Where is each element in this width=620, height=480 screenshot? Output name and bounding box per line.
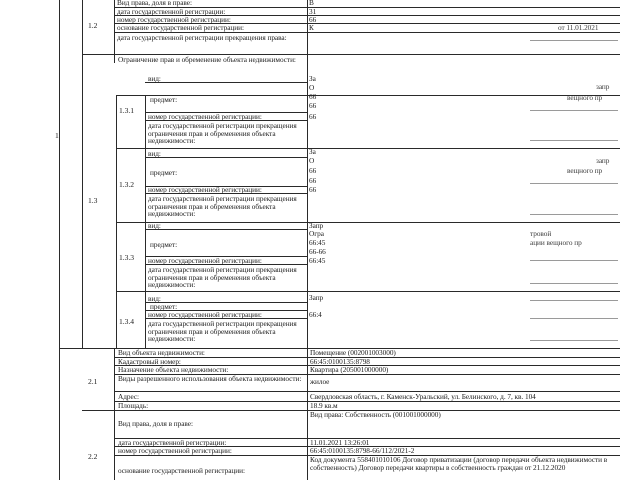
field-value: 66:45	[309, 238, 326, 247]
field-value: 66-66	[309, 247, 326, 256]
field-label: дата государственной регистрации прекращения права:	[117, 33, 287, 42]
faded-value: вещного пр	[567, 166, 603, 175]
field-value: жилое	[310, 377, 330, 386]
field-value: 18.9 кв.м	[310, 401, 338, 410]
field-value: 66:4	[309, 310, 322, 319]
field-value: 66	[309, 92, 317, 101]
section-number: 1.3.4	[119, 317, 134, 326]
field-label: Адрес:	[118, 392, 140, 401]
section-number: 2.1	[88, 377, 98, 386]
faded-value: тровой	[530, 229, 552, 238]
section-number: 1.3.3	[119, 253, 134, 262]
faint-line	[530, 260, 618, 261]
field-value: О	[309, 156, 315, 165]
faint-line	[530, 214, 618, 215]
field-value: Запр	[309, 221, 324, 230]
field-label: номер государственной регистрации:	[148, 310, 262, 319]
row-line	[116, 291, 620, 292]
field-label: предмет:	[150, 240, 178, 249]
field-value: 66	[309, 176, 317, 185]
field-label: дата государственной регистрации:	[118, 438, 227, 447]
section-number: 2.2	[88, 452, 98, 461]
faint-line	[530, 140, 618, 141]
row-line	[116, 95, 620, 96]
section-heading: Ограничение прав и обременение объекта недвижимости:	[118, 55, 296, 64]
faint-line	[530, 110, 618, 111]
col-line	[114, 348, 115, 480]
field-label: дата государственной регистрации прекращения ограничения прав и обременения объекта недвижимости:	[148, 121, 297, 146]
field-value: 31	[309, 7, 317, 16]
field-value: В	[309, 0, 314, 7]
field-value: Помещение (002001003000)	[310, 348, 396, 357]
field-value: 66:45	[309, 256, 326, 265]
field-value: 66	[309, 112, 317, 121]
faded-value: ации вещного пр	[530, 238, 582, 247]
field-label: Назначение объекта недвижимости:	[118, 365, 229, 374]
row-line	[116, 148, 620, 149]
field-label: номер государственной регистрации:	[148, 185, 262, 194]
col-line	[307, 0, 308, 480]
faint-line	[530, 300, 618, 301]
section-number: 1.2	[88, 21, 98, 30]
field-value: 11.01.2021 13:26:01	[310, 438, 370, 447]
field-label: номер государственной регистрации:	[117, 15, 231, 24]
row-line	[145, 229, 307, 230]
field-label: дата государственной регистрации прекращения ограничения прав и обременения объекта недвижимости:	[148, 194, 297, 219]
field-label: вид:	[148, 221, 161, 230]
row-line	[116, 222, 620, 223]
field-label: Кадастровый номер:	[118, 357, 181, 366]
col-line	[59, 0, 60, 480]
field-label: Площадь:	[118, 401, 149, 410]
field-label: номер государственной регистрации:	[148, 112, 262, 121]
field-value: За	[309, 147, 316, 156]
faded-value: запр	[596, 156, 610, 165]
field-value: 66	[309, 185, 317, 194]
field-label: дата государственной регистрации прекращения ограничения прав и обременения объекта недвижимости:	[148, 265, 297, 290]
field-label: Вид объекта недвижимости:	[118, 348, 205, 357]
field-value: 66:45:0100135:8798-66/112/2021-2	[310, 446, 415, 455]
field-label: предмет:	[150, 95, 178, 104]
row-line	[114, 401, 620, 402]
faint-line	[530, 340, 618, 341]
field-value: 66	[309, 101, 317, 110]
field-label: Виды разрешенного использования объекта недвижимости:	[118, 374, 302, 383]
field-label: вид:	[148, 294, 161, 303]
row-line	[145, 82, 307, 83]
field-label: Вид права, доля в праве:	[117, 0, 192, 7]
field-label: дата государственной регистрации:	[117, 7, 226, 16]
field-label: дата государственной регистрации прекращения ограничения прав и обременения объекта недвижимости:	[148, 319, 297, 344]
field-value: К	[309, 23, 314, 32]
field-value: Свердловская область, г. Каменск-Уральский, ул. Белинского, д. 7, кв. 104	[310, 392, 536, 401]
faint-line	[530, 40, 618, 41]
field-label: основание государственной регистрации:	[117, 23, 244, 32]
field-label: вид:	[148, 74, 161, 83]
field-value: Квартира (205001000000)	[310, 365, 389, 374]
field-value: Огра	[309, 229, 324, 238]
faint-line	[530, 183, 618, 184]
faded-value: запр	[596, 82, 610, 91]
section-number: 1.3.2	[119, 180, 134, 189]
section-number: 1.3.1	[119, 106, 134, 115]
faint-line	[530, 318, 618, 319]
field-label: предмет:	[150, 302, 178, 311]
faint-line	[530, 283, 618, 284]
field-value: О	[309, 83, 315, 92]
field-label: номер государственной регистрации:	[148, 256, 262, 265]
field-label: Вид права, доля в праве:	[118, 419, 193, 428]
field-value: Код документа 558401010106 Договор приватизации (договор передачи объекта недвижимости в собственность) Договор передачи квартиры в собственность граждан от 21.12.2020	[310, 455, 608, 472]
col-line	[82, 0, 83, 348]
field-value: За	[309, 74, 316, 83]
field-value: Запр	[309, 293, 324, 302]
field-label: предмет:	[150, 168, 178, 177]
section-number: 1	[55, 131, 59, 140]
field-label: основание государственной регистрации:	[118, 466, 245, 475]
field-label: вид:	[148, 149, 161, 158]
field-value: 66	[309, 166, 317, 175]
field-value: 66:45:0100135:8798	[310, 357, 370, 366]
faded-value: от 11.01.2021	[558, 23, 599, 32]
section-number: 1.3	[88, 196, 98, 205]
field-label: номер государственной регистрации:	[118, 446, 232, 455]
faded-value: вещного пр	[567, 93, 603, 102]
field-value: Вид права: Собственность (001001000000)	[310, 410, 441, 419]
row-line	[145, 157, 307, 158]
field-value: 66	[309, 15, 317, 24]
